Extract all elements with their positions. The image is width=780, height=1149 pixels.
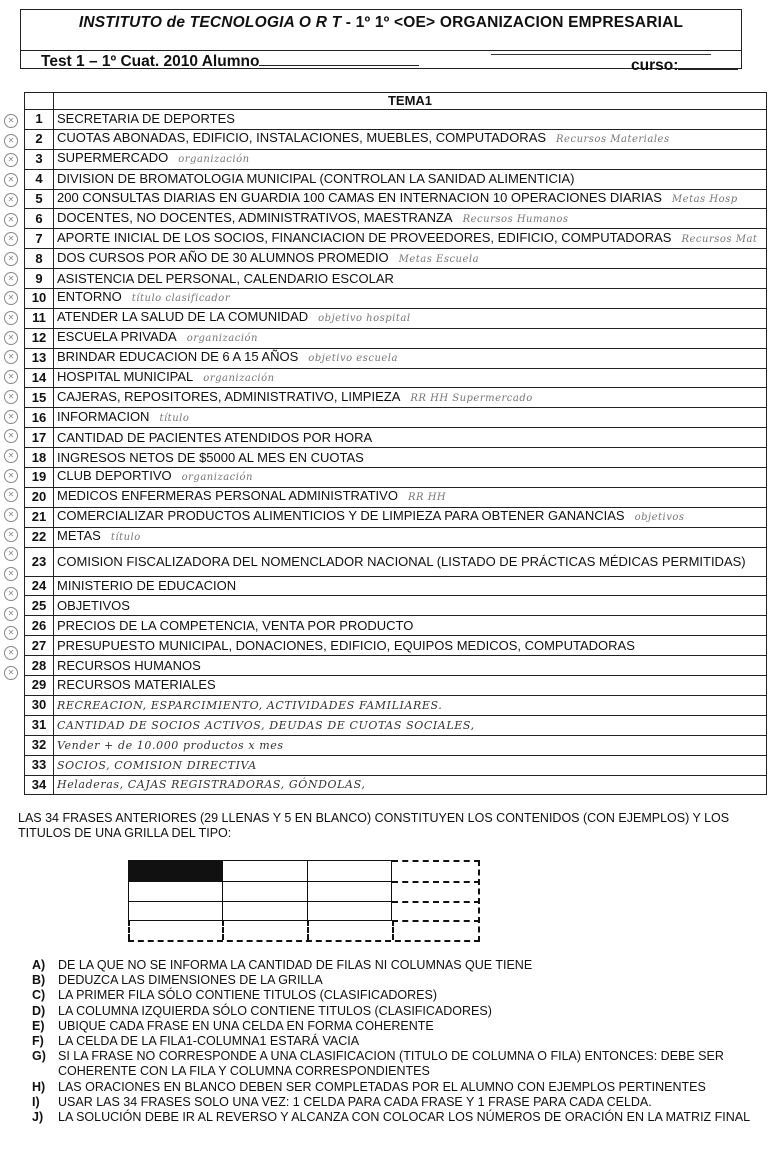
row-phrase <box>54 110 767 130</box>
table-row <box>25 129 767 149</box>
phrase-text: COMISION FISCALIZADORA DEL NOMENCLADOR NACIONAL (LISTADO DE PRÁCTICAS MÉDICAS PERMITIDAS) <box>57 553 746 569</box>
table-row <box>25 616 767 636</box>
table-row <box>25 328 767 348</box>
table-row <box>25 527 767 547</box>
phrase-text: CLUB DEPORTIVO <box>57 468 172 484</box>
phrase-text: MINISTERIO DE EDUCACION <box>57 578 237 594</box>
row-number: 1 <box>25 110 54 130</box>
phrase-text: HOSPITAL MUNICIPAL <box>57 369 194 385</box>
row-phrase <box>54 576 767 596</box>
instruction-item <box>32 1080 772 1095</box>
margin-check-icon: ✕ <box>4 587 18 601</box>
row-phrase <box>54 408 767 428</box>
grid-dash <box>392 920 394 940</box>
margin-check-icon: ✕ <box>4 252 18 266</box>
instruction-text: UBIQUE CADA FRASE EN UNA CELDA EN FORMA COHERENTE <box>58 1018 434 1033</box>
row-number: 25 <box>25 596 54 616</box>
grid-cell <box>222 881 308 902</box>
instruction-item <box>32 1034 772 1049</box>
curso-line <box>631 57 738 75</box>
row-phrase <box>54 695 767 715</box>
row-number: 7 <box>25 229 54 249</box>
instruction-letter: J) <box>32 1110 44 1125</box>
phrase-text: PRECIOS DE LA COMPETENCIA, VENTA POR PRODUCTO <box>57 617 414 633</box>
phrase-text: DIVISION DE BROMATOLOGIA MUNICIPAL (CONTROLAN LA SANIDAD ALIMENTICIA) <box>57 171 575 187</box>
table-row <box>25 368 767 388</box>
margin-check-icon: ✕ <box>4 607 18 621</box>
phrase-text: PRESUPUESTO MUNICIPAL, DONACIONES, EDIFICIO, EQUIPOS MEDICOS, COMPUTADORAS <box>57 637 635 653</box>
margin-check-icon: ✕ <box>4 213 18 227</box>
row-phrase <box>54 487 767 507</box>
row-number: 21 <box>25 507 54 527</box>
phrase-text: INFORMACION <box>57 408 150 424</box>
table-row <box>25 428 767 448</box>
handwritten-note: objetivo escuela <box>308 353 398 365</box>
course-name: - 1º 1º <OE> ORGANIZACION EMPRESARIAL <box>341 14 684 31</box>
row-number: 2 <box>25 129 54 149</box>
instruction-letter: E) <box>32 1018 45 1033</box>
handwritten-note: título <box>159 412 190 424</box>
phrase-text: METAS <box>57 528 101 544</box>
phrase-text: DOCENTES, NO DOCENTES, ADMINISTRATIVOS, MAESTRANZA <box>57 209 453 225</box>
margin-check-icon: ✕ <box>4 547 18 561</box>
grid-dash <box>392 881 480 883</box>
margin-check-icon: ✕ <box>4 272 18 286</box>
row-phrase <box>54 189 767 209</box>
row-number: 26 <box>25 616 54 636</box>
sample-grid <box>128 860 488 944</box>
instruction-letter: I) <box>32 1094 40 1109</box>
table-row <box>25 149 767 169</box>
table-row <box>25 507 767 527</box>
grid-cell <box>307 860 392 882</box>
instruction-text: LA COLUMNA IZQUIERDA SÓLO CONTIENE TITULOS (CLASIFICADORES) <box>58 1003 492 1018</box>
test-line <box>41 53 419 71</box>
handwritten-note: organización <box>178 154 250 166</box>
row-phrase <box>54 656 767 676</box>
row-phrase <box>54 616 767 636</box>
row-number: 20 <box>25 487 54 507</box>
row-phrase <box>54 676 767 696</box>
instruction-item <box>32 1095 772 1110</box>
table-row <box>25 189 767 209</box>
table-row <box>25 348 767 368</box>
test-label: Test 1 – 1º Cuat. 2010 Alumno <box>41 53 260 70</box>
row-number: 30 <box>25 695 54 715</box>
institute-name: INSTITUTO de TECNOLOGIA O R T <box>78 14 342 31</box>
grid-dash <box>392 860 480 862</box>
margin-check-icon: ✕ <box>4 114 18 128</box>
phrase-text: RECURSOS MATERIALES <box>57 677 216 693</box>
table-row <box>25 596 767 616</box>
exam-title <box>21 14 741 32</box>
table-row <box>25 229 767 249</box>
phrase-text: SECRETARIA DE DEPORTES <box>57 111 235 127</box>
row-number: 33 <box>25 755 54 775</box>
phrase-text: SUPERMERCADO <box>57 150 169 166</box>
instructions-list <box>32 958 772 1125</box>
row-phrase <box>54 755 767 775</box>
phrase-text: ASISTENCIA DEL PERSONAL, CALENDARIO ESCOLAR <box>57 270 394 286</box>
grid-dash <box>222 920 224 940</box>
header-divider <box>21 50 741 51</box>
handwritten-note: organización <box>203 373 275 385</box>
row-phrase <box>54 527 767 547</box>
phrase-text: MEDICOS ENFERMERAS PERSONAL ADMINISTRATIVO <box>57 488 398 504</box>
phrase-text: CUOTAS ABONADAS, EDIFICIO, INSTALACIONES, MUEBLES, COMPUTADORAS <box>57 130 547 146</box>
margin-check-icon: ✕ <box>4 291 18 305</box>
row-phrase <box>54 348 767 368</box>
row-number: 12 <box>25 328 54 348</box>
row-number: 24 <box>25 576 54 596</box>
phrase-text: CAJERAS, REPOSITORES, ADMINISTRATIVO, LIMPIEZA <box>57 388 401 404</box>
row-phrase <box>54 735 767 755</box>
row-number: 13 <box>25 348 54 368</box>
margin-check-icon: ✕ <box>4 429 18 443</box>
table-row <box>25 487 767 507</box>
instruction-item <box>32 988 772 1003</box>
handwritten-phrase: CANTIDAD DE SOCIOS ACTIVOS, DEUDAS DE CUOTAS SOCIALES, <box>57 718 475 732</box>
instruction-text: SI LA FRASE NO CORRESPONDE A UNA CLASIFICACION (TITULO DE COLUMNA O FILA) ENTONCES: DEBE SER COHERENTE CON LA FILA Y COLUMNA CORRESPONDIENTES <box>58 1049 724 1079</box>
row-phrase <box>54 428 767 448</box>
margin-check-icon: ✕ <box>4 193 18 207</box>
row-number: 28 <box>25 656 54 676</box>
grid-cell <box>307 881 392 902</box>
row-number: 3 <box>25 149 54 169</box>
instruction-text: USAR LAS 34 FRASES SOLO UNA VEZ: 1 CELDA PARA CADA FRASE Y 1 FRASE PARA CADA CELDA. <box>58 1094 652 1109</box>
table-row <box>25 715 767 735</box>
margin-check-icon: ✕ <box>4 311 18 325</box>
row-number: 19 <box>25 468 54 488</box>
instruction-text: LA PRIMER FILA SÓLO CONTIENE TITULOS (CLASIFICADORES) <box>58 988 438 1003</box>
handwritten-note: RR HH Supermercado <box>410 392 533 404</box>
table-row <box>25 388 767 408</box>
table-row <box>25 735 767 755</box>
handwritten-phrase: RECREACION, ESPARCIMIENTO, ACTIVIDADES FAMILIARES. <box>57 698 443 712</box>
row-number: 32 <box>25 735 54 755</box>
row-number: 14 <box>25 368 54 388</box>
instruction-letter: G) <box>32 1049 46 1064</box>
row-phrase <box>54 596 767 616</box>
row-number: 15 <box>25 388 54 408</box>
margin-check-icon: ✕ <box>4 449 18 463</box>
row-phrase <box>54 775 767 795</box>
row-number: 4 <box>25 169 54 189</box>
margin-check-icon: ✕ <box>4 528 18 542</box>
row-number: 5 <box>25 189 54 209</box>
grid-dash <box>392 901 480 903</box>
handwritten-note: título clasificador <box>131 293 231 305</box>
table-row <box>25 169 767 189</box>
row-number: 31 <box>25 715 54 735</box>
row-number: 18 <box>25 448 54 468</box>
phrase-text: DOS CURSOS POR AÑO DE 30 ALUMNOS PROMEDIO <box>57 249 389 265</box>
row-phrase <box>54 328 767 348</box>
grid-cell <box>222 860 308 882</box>
row-phrase <box>54 169 767 189</box>
row-phrase <box>54 448 767 468</box>
intro-text: LAS 34 FRASES ANTERIORES (29 LLENAS Y 5 EN BLANCO) CONSTITUYEN LOS CONTENIDOS (CON EJEMPLOS) Y LOS TITULOS DE UNA GRILLA DEL TIPO: <box>18 811 730 840</box>
phrase-text: ESCUELA PRIVADA <box>57 329 177 345</box>
row-number: 6 <box>25 209 54 229</box>
row-number: 9 <box>25 269 54 289</box>
margin-check-icon: ✕ <box>4 173 18 187</box>
row-phrase <box>54 468 767 488</box>
row-phrase <box>54 368 767 388</box>
row-number: 22 <box>25 527 54 547</box>
curso-label: curso: <box>631 57 679 74</box>
table-row <box>25 676 767 696</box>
margin-check-icon: ✕ <box>4 134 18 148</box>
table-row <box>25 636 767 656</box>
handwritten-note: Recursos Materiales <box>556 134 670 146</box>
margin-check-icon: ✕ <box>4 390 18 404</box>
instruction-letter: F) <box>32 1034 44 1049</box>
instruction-text: LA SOLUCIÓN DEBE IR AL REVERSO Y ALCANZA CON COLOCAR LOS NÚMEROS DE ORACIÓN EN LA MATRIZ FINAL <box>58 1110 751 1125</box>
margin-check-icon: ✕ <box>4 350 18 364</box>
instruction-text: LAS ORACIONES EN BLANCO DEBEN SER COMPLETADAS POR EL ALUMNO CON EJEMPLOS PERTINENTES <box>58 1079 706 1094</box>
row-phrase <box>54 269 767 289</box>
grid-dash <box>128 920 130 940</box>
table-row <box>25 249 767 269</box>
instruction-letter: D) <box>32 1003 46 1018</box>
margin-check-icon: ✕ <box>4 232 18 246</box>
handwritten-note: RR HH <box>407 492 447 504</box>
grid-dash <box>307 920 309 940</box>
table-row <box>25 448 767 468</box>
instruction-item <box>32 1110 772 1125</box>
instruction-item <box>32 1019 772 1034</box>
row-number: 34 <box>25 775 54 795</box>
handwritten-note: título <box>110 532 141 544</box>
instruction-item <box>32 958 772 973</box>
margin-check-icon: ✕ <box>4 410 18 424</box>
row-phrase <box>54 229 767 249</box>
margin-check-icon: ✕ <box>4 488 18 502</box>
instruction-text: DEDUZCA LAS DIMENSIONES DE LA GRILLA <box>58 973 323 988</box>
table-row <box>25 656 767 676</box>
table-row <box>25 695 767 715</box>
table-row <box>25 576 767 596</box>
grid-cell <box>222 901 308 921</box>
handwritten-note: Recursos Humanos <box>462 213 569 225</box>
row-phrase <box>54 249 767 269</box>
table-title: TEMA1 <box>54 93 767 110</box>
row-phrase <box>54 547 767 576</box>
handwritten-phrase: SOCIOS, COMISION DIRECTIVA <box>57 758 257 772</box>
table-row <box>25 408 767 428</box>
table-row <box>25 468 767 488</box>
instruction-item <box>32 973 772 988</box>
phrase-text: OBJETIVOS <box>57 597 130 613</box>
handwritten-phrase: Heladeras, CAJAS REGISTRADORAS, GÓNDOLAS, <box>57 778 366 792</box>
instruction-item <box>32 1004 772 1019</box>
handwritten-note: Metas Hosp <box>671 194 738 205</box>
instruction-letter: B) <box>32 973 46 988</box>
row-number: 16 <box>25 408 54 428</box>
row-phrase <box>54 289 767 309</box>
grid-cell <box>307 901 392 921</box>
grid-cell <box>128 881 223 902</box>
exam-header <box>20 9 742 74</box>
phrase-text: RECURSOS HUMANOS <box>57 657 201 673</box>
margin-check-icon: ✕ <box>4 508 18 522</box>
phrase-text: ENTORNO <box>57 289 122 305</box>
handwritten-note: organización <box>181 472 253 484</box>
row-phrase <box>54 388 767 408</box>
row-number: 17 <box>25 428 54 448</box>
row-phrase <box>54 149 767 169</box>
table-row <box>25 269 767 289</box>
row-number: 11 <box>25 308 54 328</box>
instruction-letter: C) <box>32 988 46 1003</box>
phrase-text: CANTIDAD DE PACIENTES ATENDIDOS POR HORA <box>57 429 373 445</box>
row-phrase <box>54 209 767 229</box>
curso-field[interactable] <box>678 57 738 70</box>
margin-check-icon: ✕ <box>4 626 18 640</box>
handwritten-phrase: Vender + de 10.000 productos x mes <box>57 738 284 752</box>
grid-cell <box>128 901 223 921</box>
margin-check-icon: ✕ <box>4 370 18 384</box>
row-number: 29 <box>25 676 54 696</box>
row-number: 23 <box>25 547 54 576</box>
instruction-letter: H) <box>32 1079 46 1094</box>
instruction-letter: A) <box>32 958 46 972</box>
instruction-text: DE LA QUE NO SE INFORMA LA CANTIDAD DE FILAS NI COLUMNAS QUE TIENE <box>58 958 533 972</box>
table-row <box>25 775 767 795</box>
margin-check-icon: ✕ <box>4 666 18 680</box>
instruction-text: LA CELDA DE LA FILA1-COLUMNA1 ESTARÁ VACIA <box>58 1034 360 1049</box>
margin-check-icon: ✕ <box>4 153 18 167</box>
table-row <box>25 209 767 229</box>
table-row <box>25 289 767 309</box>
margin-check-icon: ✕ <box>4 567 18 581</box>
handwritten-note: objetivos <box>634 512 685 524</box>
phrases-table <box>24 92 767 795</box>
phrase-text: APORTE INICIAL DE LOS SOCIOS, FINANCIACION DE PROVEEDORES, EDIFICIO, COMPUTADORAS <box>57 229 672 245</box>
phrase-text: 200 CONSULTAS DIARIAS EN GUARDIA 100 CAMAS EN INTERNACION 10 OPERACIONES DIARIAS <box>57 190 662 205</box>
row-phrase <box>54 715 767 735</box>
table-row <box>25 110 767 130</box>
handwritten-note: organización <box>186 333 258 345</box>
table-row <box>25 547 767 576</box>
handwritten-note: Metas Escuela <box>398 253 480 265</box>
row-phrase <box>54 507 767 527</box>
grid-dash <box>478 860 480 942</box>
phrase-text: COMERCIALIZAR PRODUCTOS ALIMENTICIOS Y DE LIMPIEZA PARA OBTENER GANANCIAS <box>57 508 625 524</box>
table-row <box>25 308 767 328</box>
grid-dash <box>128 940 480 942</box>
table-row <box>25 755 767 775</box>
phrase-text: BRINDAR EDUCACION DE 6 A 15 AÑOS <box>57 349 299 365</box>
grid-dash <box>392 920 480 922</box>
grid-cell-corner <box>128 860 223 882</box>
handwritten-note: Recursos Mat <box>681 233 758 245</box>
phrase-text: INGRESOS NETOS DE $5000 AL MES EN CUOTAS <box>57 449 364 465</box>
handwritten-note: objetivo hospital <box>318 313 411 325</box>
phrase-text: ATENDER LA SALUD DE LA COMUNIDAD <box>57 309 309 325</box>
margin-check-icon: ✕ <box>4 646 18 660</box>
student-name-field[interactable] <box>259 53 419 66</box>
row-number: 10 <box>25 289 54 309</box>
instruction-item <box>32 1049 772 1079</box>
row-phrase <box>54 636 767 656</box>
margin-check-icon: ✕ <box>4 469 18 483</box>
row-phrase <box>54 129 767 149</box>
signature-line <box>491 54 711 55</box>
margin-check-icon: ✕ <box>4 331 18 345</box>
row-number: 8 <box>25 249 54 269</box>
row-phrase <box>54 308 767 328</box>
row-number: 27 <box>25 636 54 656</box>
